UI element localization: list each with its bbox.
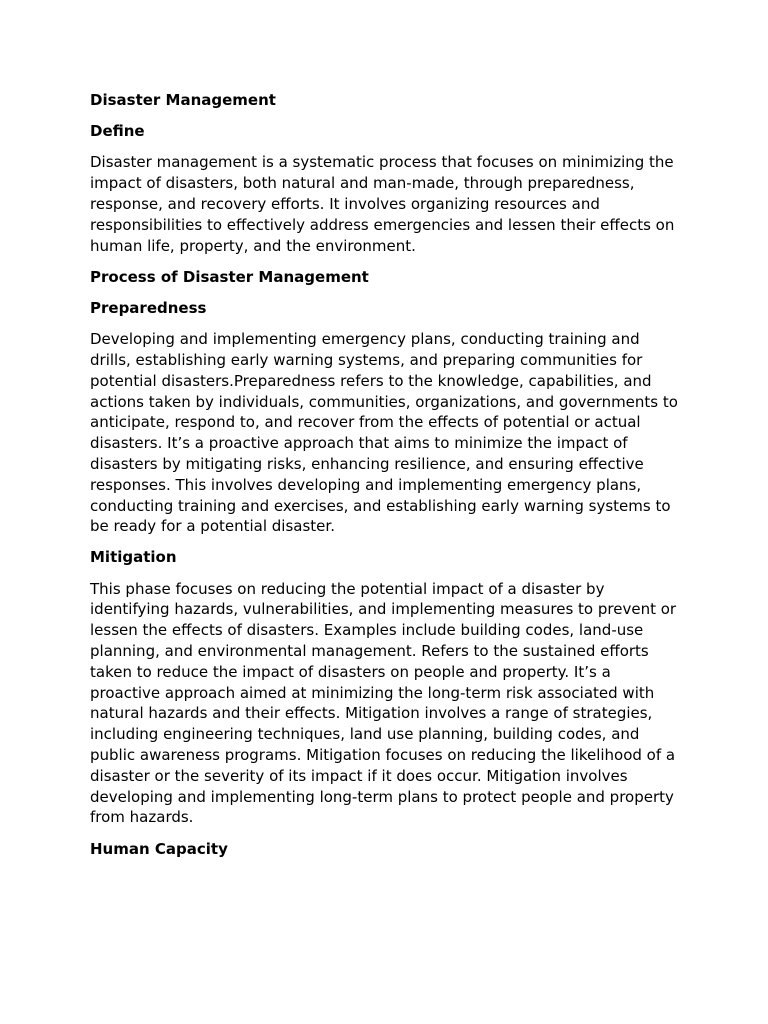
document-page xyxy=(90,90,682,870)
mitigation-heading: Mitigation xyxy=(90,548,177,567)
define-paragraph: Disaster management is a systematic process that focuses on minimizing the impact of disasters, both natural and man-made, through preparedness, response, and recovery efforts. It involves organizing resources and responsibilities to effectively address emergencies and lessen their effects on human life, property, and the environment. xyxy=(90,153,675,255)
human-capacity-heading: Human Capacity xyxy=(90,839,228,858)
define-heading: Define xyxy=(90,122,145,141)
preparedness-paragraph: Developing and implementing emergency plans, conducting training and drills, establishing early warning systems, and preparing communities for potential disasters.Preparedness refers to the knowledge, capabilities, and actions taken by individuals, communities, organizations, and governments to anticipate, respond to, and recover from the effects of potential or actual disasters. It’s a proactive approach that aims to minimize the impact of disasters by mitigating risks, enhancing resilience, and ensuring effective responses. This involves developing and implementing emergency plans, conducting training and exercises, and establishing early warning systems to be ready for a potential disaster. xyxy=(90,330,678,536)
document-title: Disaster Management xyxy=(90,91,276,109)
process-heading: Process of Disaster Management xyxy=(90,267,369,286)
preparedness-heading: Preparedness xyxy=(90,298,207,317)
mitigation-paragraph: This phase focuses on reducing the potential impact of a disaster by identifying hazards, vulnerabilities, and implementing measures to prevent or lessen the effects of disasters. Examples include building codes, land-use planning, and environmental management. Refers to the sustained efforts taken to reduce the impact of disasters on people and property. It’s a proactive approach aimed at minimizing the long-term risk associated with natural hazards and their effects. Mitigation involves a range of strategies, including engineering techniques, land use planning, building codes, and public awareness programs. Mitigation focuses on reducing the likelihood of a disaster or the severity of its impact if it does occur. Mitigation involves developing and implementing long-term plans to protect people and property from hazards. xyxy=(90,579,677,827)
